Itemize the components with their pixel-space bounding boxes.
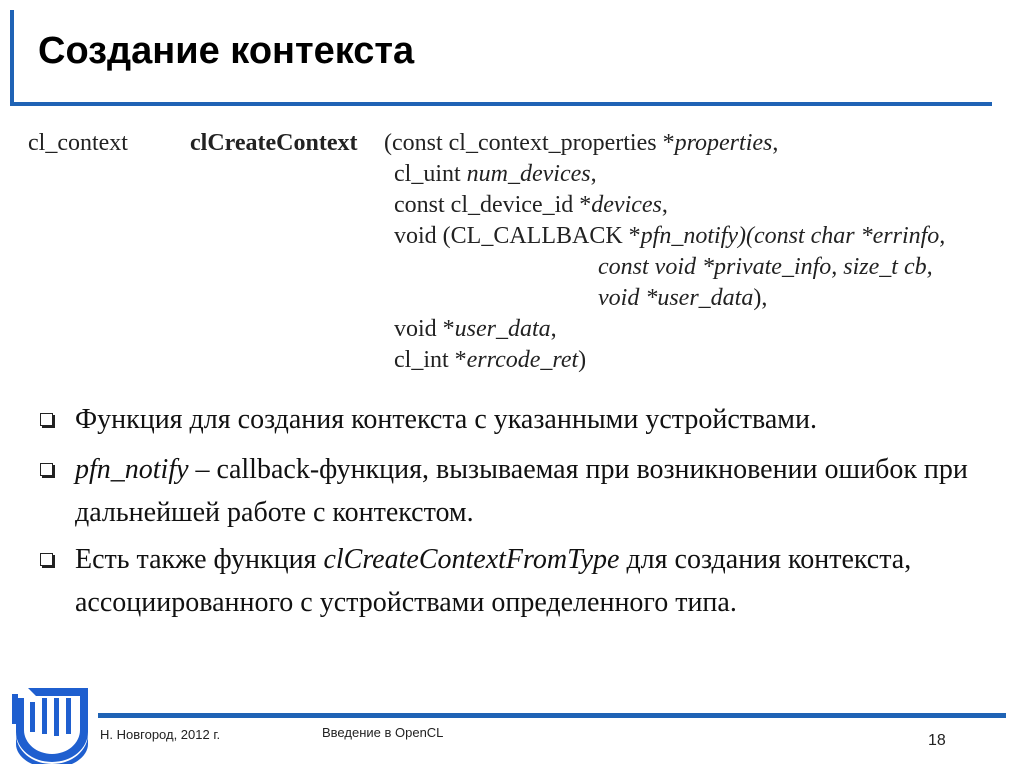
footer-divider <box>98 713 1006 718</box>
code-text: void * <box>394 316 455 342</box>
bullet-text-part: – callback-функция, вызываемая при возникновении ошибок при дальнейшей работе с контекстом. <box>75 454 968 528</box>
checkbox-bullet-icon <box>40 413 53 426</box>
checkbox-bullet-icon <box>40 463 53 476</box>
code-line <box>384 128 778 159</box>
code-line <box>394 159 597 190</box>
page-number: 18 <box>928 732 946 749</box>
title-accent-bar <box>10 10 14 106</box>
code-text: ) <box>578 347 587 373</box>
code-line <box>394 314 557 345</box>
parameter-name: errcode_ret <box>466 347 579 373</box>
code-text: , <box>590 161 597 187</box>
code-line <box>598 283 767 314</box>
parameter-name: devices <box>591 192 662 218</box>
code-text: const cl_device_id * <box>394 192 592 218</box>
code-text: , <box>772 130 779 156</box>
title-divider <box>10 102 992 106</box>
code-line <box>598 252 933 283</box>
parameter-name: pfn_notify <box>640 223 738 249</box>
parameter-name: num_devices <box>466 161 591 187</box>
bullet-text-part: Функция для создания контекста с указанными устройствами. <box>75 404 817 435</box>
parameter-name: void *user_data <box>598 285 754 311</box>
code-text: ), <box>753 285 768 311</box>
code-line <box>394 221 945 252</box>
bullet-item <box>40 398 1000 441</box>
code-line <box>394 345 586 376</box>
code-text: cl_uint <box>394 161 467 187</box>
bullet-text-part: Есть также функция <box>75 544 324 575</box>
bullet-emphasis: clCreateContextFromType <box>323 544 620 575</box>
bullet-emphasis: pfn_notify <box>75 454 189 485</box>
function-name <box>190 128 357 159</box>
parameter-name: const void *private_info, size_t cb, <box>598 254 933 280</box>
university-logo <box>8 684 92 764</box>
bullet-text <box>75 538 1000 624</box>
bullet-text <box>75 398 1000 441</box>
parameter-name: user_data <box>454 316 551 342</box>
bullet-item <box>40 448 1000 534</box>
checkbox-bullet-icon <box>40 553 53 566</box>
code-line <box>394 190 668 221</box>
code-text: )(const char *errinfo, <box>738 223 946 249</box>
code-text: cl_int * <box>394 347 467 373</box>
bullet-text <box>75 448 1000 534</box>
code-text: , <box>550 316 557 342</box>
function-name-text: clCreateContext <box>190 130 358 156</box>
return-type: cl_context <box>28 130 128 156</box>
bullet-text-part: для создания контекста, ассоциированного с устройствами определенного типа. <box>75 544 912 618</box>
code-text: (const cl_context_properties * <box>384 130 675 156</box>
code-text: , <box>661 192 668 218</box>
parameter-name: properties <box>674 130 773 156</box>
slide-title: Создание контекста <box>38 30 415 72</box>
footer-city: Н. Новгород, 2012 г. <box>100 727 221 742</box>
footer-course: Введение в OpenCL <box>322 725 444 740</box>
code-text: void (CL_CALLBACK * <box>394 223 641 249</box>
bullet-item <box>40 538 1000 624</box>
